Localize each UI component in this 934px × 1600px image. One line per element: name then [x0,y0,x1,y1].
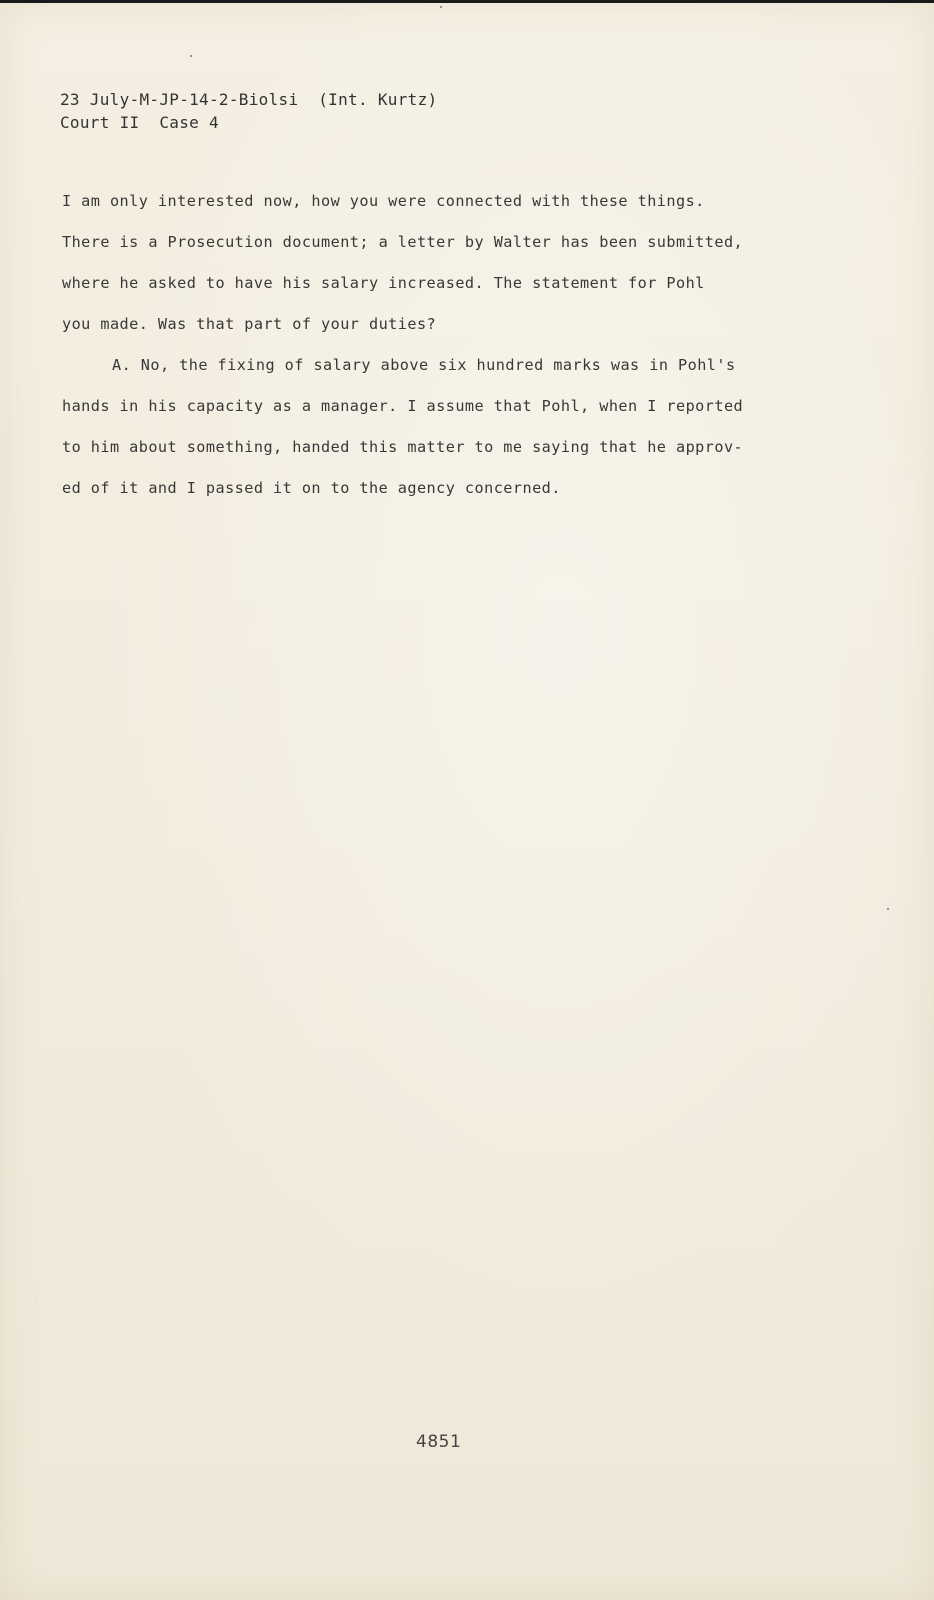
paper-speck [887,908,889,910]
answer-line-4: ed of it and I passed it on to the agency concerned. [62,479,561,497]
case-reference: 23 July-M-JP-14-2-Biolsi (Int. Kurtz) [60,90,438,109]
body-line-4: you made. Was that part of your duties? [62,315,437,333]
answer-line-1: A. No, the fixing of salary above six hundred marks was in Pohl's [112,356,736,374]
page-number: 4851 [416,1432,462,1452]
answer-line-3: to him about something, handed this matter to me saying that he approv- [62,438,744,456]
body-line-1: I am only interested now, how you were connected with these things. [62,192,705,210]
body-line-3: where he asked to have his salary increased. The statement for Pohl [62,274,705,292]
paper-speck [440,6,442,8]
paper-speck [190,55,192,57]
page-top-edge [0,0,934,3]
answer-line-2: hands in his capacity as a manager. I assume that Pohl, when I reported [62,397,744,415]
body-line-2: There is a Prosecution document; a letter by Walter has been submitted, [62,233,744,251]
court-case-label: Court II Case 4 [60,113,219,132]
